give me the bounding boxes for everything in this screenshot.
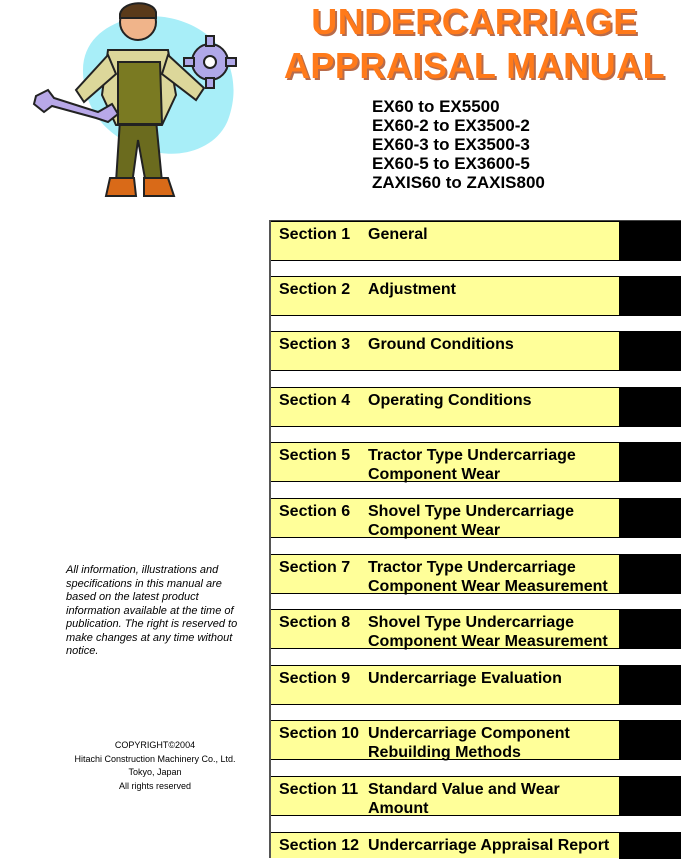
section-name: Tractor Type Undercarriage Component Wear	[368, 447, 576, 483]
section-number: Section 12	[279, 837, 360, 854]
section-tab	[619, 720, 681, 760]
section-name: Undercarriage Appraisal Report	[368, 837, 610, 854]
mechanic-with-wrench-and-gear-icon	[28, 0, 250, 200]
section-entry-11[interactable]	[271, 776, 681, 816]
copyright-block	[50, 739, 260, 793]
section-number: Section 2	[279, 281, 351, 298]
section-name: Operating Conditions	[368, 392, 532, 409]
section-name: Undercarriage Evaluation	[368, 670, 562, 687]
model-range: EX60-3 to EX3500-3	[372, 135, 530, 154]
section-entry-5[interactable]	[271, 442, 681, 482]
publisher-line: Hitachi Construction Machinery Co., Ltd.	[74, 753, 236, 764]
section-name-line2: Component Wear Measurement	[368, 633, 608, 650]
section-name	[368, 558, 608, 596]
section-tab	[619, 832, 681, 859]
section-entry-8[interactable]	[271, 609, 681, 649]
section-entry-3[interactable]	[271, 331, 681, 371]
section-name: Shovel Type Undercarriage Component Wear	[368, 503, 574, 539]
section-entry-4[interactable]	[271, 387, 681, 427]
section-tab	[619, 442, 681, 482]
manual-title-line2: APPRAISAL MANUAL	[283, 45, 666, 86]
copyright-line: COPYRIGHT©2004	[114, 740, 196, 750]
section-tab	[619, 665, 681, 705]
manual-title-line1: UNDERCARRIAGE	[311, 1, 638, 42]
section-number: Section 9	[279, 670, 351, 687]
section-number: Section 4	[279, 392, 351, 409]
section-tab	[619, 609, 681, 649]
section-name: Undercarriage Component Rebuilding Methods	[368, 725, 570, 761]
section-tab	[619, 498, 681, 538]
section-tab	[619, 776, 681, 816]
model-range: EX60-5 to EX3600-5	[372, 154, 530, 173]
model-range: EX60 to EX5500	[372, 97, 500, 116]
rights-line: All rights reserved	[118, 780, 192, 791]
section-name: Standard Value and Wear Amount	[368, 781, 560, 817]
model-range: ZAXIS60 to ZAXIS800	[372, 173, 545, 192]
section-name	[368, 613, 608, 651]
section-name-line2: Component Wear Measurement	[368, 578, 608, 595]
section-tab	[619, 387, 681, 427]
section-tab	[619, 331, 681, 371]
section-number: Section 11	[279, 781, 359, 798]
section-entry-12[interactable]	[271, 832, 681, 858]
section-tab	[619, 276, 681, 316]
section-entry-2[interactable]	[271, 276, 681, 316]
section-name: General	[368, 226, 428, 243]
section-name: Ground Conditions	[368, 336, 514, 353]
section-name-line1: Shovel Type Undercarriage	[368, 614, 574, 631]
section-tab	[619, 221, 681, 261]
section-number: Section 10	[279, 725, 360, 742]
section-name: Adjustment	[368, 281, 456, 298]
section-entry-7[interactable]	[271, 554, 681, 594]
section-number: Section 1	[279, 226, 351, 243]
section-number: Section 3	[279, 336, 351, 353]
section-name-line1: Tractor Type Undercarriage	[368, 559, 576, 576]
section-entry-1[interactable]	[271, 221, 681, 261]
disclaimer-text: All information, illustrations and specifications in this manual are based on the latest product information available at the time of publication. The right is reserved to make changes at any time without notice.	[66, 564, 238, 657]
section-number: Section 6	[279, 503, 351, 520]
section-entry-10[interactable]	[271, 720, 681, 760]
section-number: Section 5	[279, 447, 351, 464]
section-tab	[619, 554, 681, 594]
model-range-list	[372, 97, 545, 192]
model-range: EX60-2 to EX3500-2	[372, 116, 530, 135]
section-number: Section 7	[279, 559, 351, 576]
section-entry-6[interactable]	[271, 498, 681, 538]
location-line: Tokyo, Japan	[128, 767, 182, 777]
section-entry-9[interactable]	[271, 665, 681, 705]
section-number: Section 8	[279, 614, 351, 631]
